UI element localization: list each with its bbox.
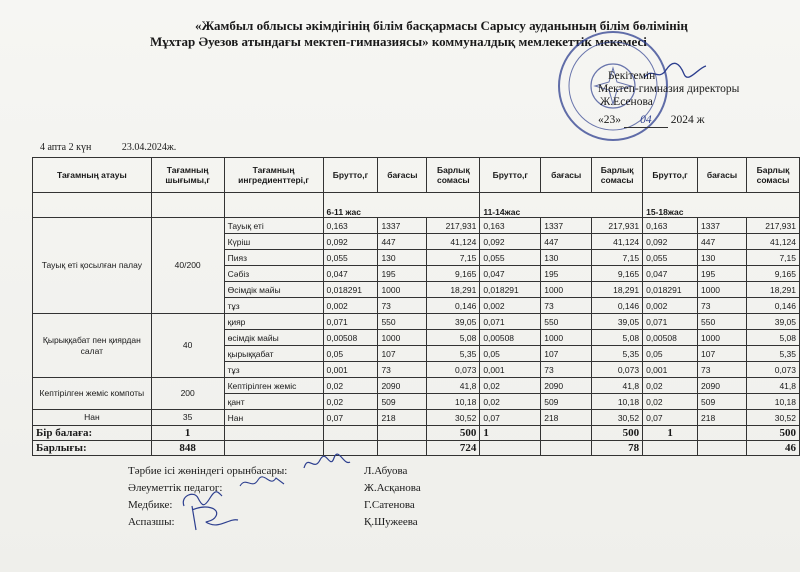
week-day: 4 апта 2 күн [40,142,92,153]
approval-block [598,70,740,126]
ingredient-value: 1000 [698,330,747,346]
ingredient-value: 18,291 [427,282,480,298]
ingredient-value: 0,163 [323,218,378,234]
ingredient-name: қырыққабат [224,346,323,362]
ingredient-value: 1337 [698,218,747,234]
grand-total-row [33,441,800,456]
ingredient-row [33,410,800,426]
ingredient-value: 0,02 [323,394,378,410]
ingredient-value: 0,092 [643,234,698,250]
ingredient-value: 18,291 [592,282,643,298]
col-price-1: бағасы [378,158,427,193]
ingredient-name: Сәбіз [224,266,323,282]
col-price-3: бағасы [698,158,747,193]
ingredient-value: 550 [698,314,747,330]
signature-row [128,514,448,531]
grand-total-3: 46 [746,441,799,456]
col-brutto-2: Брутто,г [480,158,541,193]
ingredient-value: 218 [378,410,427,426]
ingredient-value: 195 [378,266,427,282]
ingredient-name: Кептірілген жеміс [224,378,323,394]
per-child-brutto-2: 1 [480,426,541,441]
ingredient-value: 5,35 [592,346,643,362]
header-line-1: «Жамбыл облысы әкімдігінің білім басқармасы Сарысу ауданының білім бөлімінің [195,18,688,33]
ingredient-value: 0,055 [643,250,698,266]
ingredient-value: 1337 [541,218,592,234]
ingredient-value: 218 [541,410,592,426]
signature-role: Тәрбие ісі жөніндегі орынбасары: [128,465,288,477]
age-group-3: 15-18жас [643,193,800,218]
ingredient-value: 9,165 [427,266,480,282]
dish-name: Кептірілген жеміс компоты [33,378,152,410]
ingredient-value: 0,092 [480,234,541,250]
ingredient-value: 217,931 [592,218,643,234]
ingredient-value: 0,163 [480,218,541,234]
ingredient-value: 0,02 [643,394,698,410]
ingredient-value: 0,05 [643,346,698,362]
ingredient-value: 41,8 [427,378,480,394]
dish-yield: 40/200 [151,218,224,314]
ingredient-row [33,314,800,330]
ingredient-value: 5,08 [746,330,799,346]
ingredient-value: 195 [541,266,592,282]
ingredient-value: 18,291 [746,282,799,298]
ingredient-value: 0,071 [643,314,698,330]
cook-signature [186,500,242,534]
ingredient-value: 0,07 [480,410,541,426]
approval-year: 2024 ж [670,114,705,126]
signature-role: Медбике: [128,499,173,511]
ingredient-value: 0,001 [323,362,378,378]
ingredient-value: 10,18 [746,394,799,410]
ingredient-value: 10,18 [592,394,643,410]
ingredient-value: 5,08 [427,330,480,346]
ingredient-value: 0,002 [323,298,378,314]
ingredient-value: 0,018291 [643,282,698,298]
ingredient-value: 2090 [698,378,747,394]
ingredient-value: 1000 [541,282,592,298]
ingredient-value: 9,165 [592,266,643,282]
ingredient-value: 0,02 [480,394,541,410]
ingredient-value: 0,018291 [323,282,378,298]
per-child-yield: 1 [151,426,224,441]
col-dish: Тағамның атауы [33,158,152,193]
ingredient-name: қант [224,394,323,410]
approval-label: Бекітемін [608,70,656,82]
ingredient-value: 0,055 [480,250,541,266]
ingredient-value: 447 [541,234,592,250]
ingredient-value: 41,8 [592,378,643,394]
ingredient-value: 0,146 [592,298,643,314]
ingredient-value: 0,05 [323,346,378,362]
ingredient-value: 2090 [541,378,592,394]
dish-yield: 35 [151,410,224,426]
ingredient-name: өсімдік майы [224,330,323,346]
ingredient-value: 0,047 [480,266,541,282]
grand-total-2: 78 [592,441,643,456]
ingredient-value: 107 [378,346,427,362]
ingredient-value: 0,146 [427,298,480,314]
ingredient-value: 73 [541,362,592,378]
ingredient-value: 1000 [541,330,592,346]
ingredient-value: 1000 [378,330,427,346]
ingredient-value: 130 [541,250,592,266]
col-yield: Тағамның шығымы,г [151,158,224,193]
col-brutto-3: Брутто,г [643,158,698,193]
dish-yield: 40 [151,314,224,378]
menu-table [32,157,800,456]
col-brutto-1: Брутто,г [323,158,378,193]
ingredient-value: 0,07 [323,410,378,426]
ingredient-value: 41,8 [746,378,799,394]
ingredient-value: 30,52 [592,410,643,426]
ingredient-value: 509 [541,394,592,410]
ingredient-value: 1000 [698,282,747,298]
ingredient-name: тұз [224,298,323,314]
approval-director-name: Ж.Есенова [600,96,653,108]
ingredient-value: 0,00508 [480,330,541,346]
ingredient-value: 0,047 [643,266,698,282]
ingredient-value: 0,02 [323,378,378,394]
ingredient-value: 0,001 [643,362,698,378]
per-child-total-2: 500 [592,426,643,441]
ingredient-value: 447 [698,234,747,250]
ingredient-value: 2090 [378,378,427,394]
dish-name: Нан [33,410,152,426]
approval-month: 04 [624,114,668,128]
signature-role: Әлеуметтік педагог: [128,482,223,494]
ingredient-name: Өсімдік майы [224,282,323,298]
ingredient-value: 30,52 [427,410,480,426]
approval-date: «23» 04 2024 ж [598,114,705,126]
ingredient-value: 0,073 [592,362,643,378]
approval-title: Мектеп-гимназия директоры [598,83,740,95]
ingredient-value: 41,124 [592,234,643,250]
ingredient-row [33,378,800,394]
per-child-row [33,426,800,441]
ingredient-value: 0,001 [480,362,541,378]
ingredient-value: 0,018291 [480,282,541,298]
signature-name: Л.Абуова [364,465,408,477]
ingredient-value: 509 [378,394,427,410]
ingredient-value: 73 [698,298,747,314]
ingredient-value: 0,071 [480,314,541,330]
ingredient-value: 7,15 [427,250,480,266]
ingredient-value: 41,124 [427,234,480,250]
ingredient-value: 73 [378,362,427,378]
ingredient-value: 39,05 [427,314,480,330]
signature-row [128,463,448,480]
per-child-total-3: 500 [746,426,799,441]
ingredient-value: 550 [378,314,427,330]
ingredient-value: 41,124 [746,234,799,250]
ingredient-row [33,218,800,234]
ingredient-name: Нан [224,410,323,426]
ingredient-value: 73 [541,298,592,314]
ingredient-value: 217,931 [427,218,480,234]
ingredient-value: 107 [698,346,747,362]
dish-name: Қырыққабат пен қиярдан салат [33,314,152,378]
ingredient-value: 39,05 [746,314,799,330]
ingredient-name: Пияз [224,250,323,266]
deputy-signature [300,452,352,474]
signature-name: Г.Сатенова [364,499,415,511]
ingredient-value: 0,146 [746,298,799,314]
ingredient-value: 130 [698,250,747,266]
ingredient-name: Тауық еті [224,218,323,234]
ingredient-value: 130 [378,250,427,266]
ingredient-value: 30,52 [746,410,799,426]
ingredient-value: 217,931 [746,218,799,234]
ingredient-value: 73 [378,298,427,314]
ingredient-value: 107 [541,346,592,362]
per-child-brutto-3: 1 [643,426,698,441]
ingredient-value: 10,18 [427,394,480,410]
ingredient-value: 7,15 [746,250,799,266]
ingredient-value: 0,073 [746,362,799,378]
col-ingredients: Тағамның ингредиенттері,г [224,158,323,193]
ingredient-value: 1000 [378,282,427,298]
dish-yield: 200 [151,378,224,410]
signature-row [128,497,448,514]
ingredient-value: 5,35 [746,346,799,362]
ingredient-value: 0,05 [480,346,541,362]
ingredient-value: 218 [698,410,747,426]
age-group-2: 11-14жас [480,193,643,218]
ingredient-value: 0,00508 [323,330,378,346]
signature-role: Аспазшы: [128,516,175,528]
signature-name: Қ.Шужеева [364,516,418,528]
ingredient-value: 0,073 [427,362,480,378]
grand-total-label: Барлығы: [33,441,152,456]
per-child-total-1: 500 [427,426,480,441]
ingredient-value: 0,092 [323,234,378,250]
col-total-1: Барлық сомасы [427,158,480,193]
ingredient-value: 0,02 [643,378,698,394]
signatures-block [128,463,448,531]
ingredient-value: 0,002 [643,298,698,314]
ingredient-value: 0,163 [643,218,698,234]
col-price-2: бағасы [541,158,592,193]
ingredient-name: қияр [224,314,323,330]
grand-total-yield: 848 [151,441,224,456]
ingredient-value: 0,00508 [643,330,698,346]
header-line-2: Мұхтар Әуезов атындағы мектеп-гимназиясы» коммуналдық мемлекеттік мекемесі [150,34,647,49]
ingredient-name: Күріш [224,234,323,250]
ingredient-value: 0,002 [480,298,541,314]
table-header-row [33,158,800,193]
ingredient-value: 550 [541,314,592,330]
ingredient-value: 447 [378,234,427,250]
ingredient-value: 0,055 [323,250,378,266]
menu-date: 23.04.2024ж. [121,142,177,153]
ingredient-name: тұз [224,362,323,378]
dish-name: Тауық еті қосылған палау [33,218,152,314]
signature-name: Ж.Асқанова [364,482,421,494]
ingredient-value: 9,165 [746,266,799,282]
ingredient-value: 5,08 [592,330,643,346]
ingredient-value: 0,07 [643,410,698,426]
ingredient-value: 7,15 [592,250,643,266]
ingredient-value: 1337 [378,218,427,234]
ingredient-value: 0,071 [323,314,378,330]
ingredient-value: 509 [698,394,747,410]
age-group-1: 6-11 жас [323,193,480,218]
per-child-label: Бір балаға: [33,426,152,441]
ingredient-value: 0,047 [323,266,378,282]
approval-day: 23 [603,114,616,126]
age-group-row [33,193,800,218]
signature-row [128,480,448,497]
grand-total-1: 724 [427,441,480,456]
menu-date-line [40,142,176,153]
col-total-3: Барлық сомасы [746,158,799,193]
ingredient-value: 5,35 [427,346,480,362]
social-pedagog-signature [236,472,288,492]
ingredient-value: 73 [698,362,747,378]
ingredient-value: 195 [698,266,747,282]
ingredient-value: 39,05 [592,314,643,330]
ingredient-value: 0,02 [480,378,541,394]
col-total-2: Барлық сомасы [592,158,643,193]
